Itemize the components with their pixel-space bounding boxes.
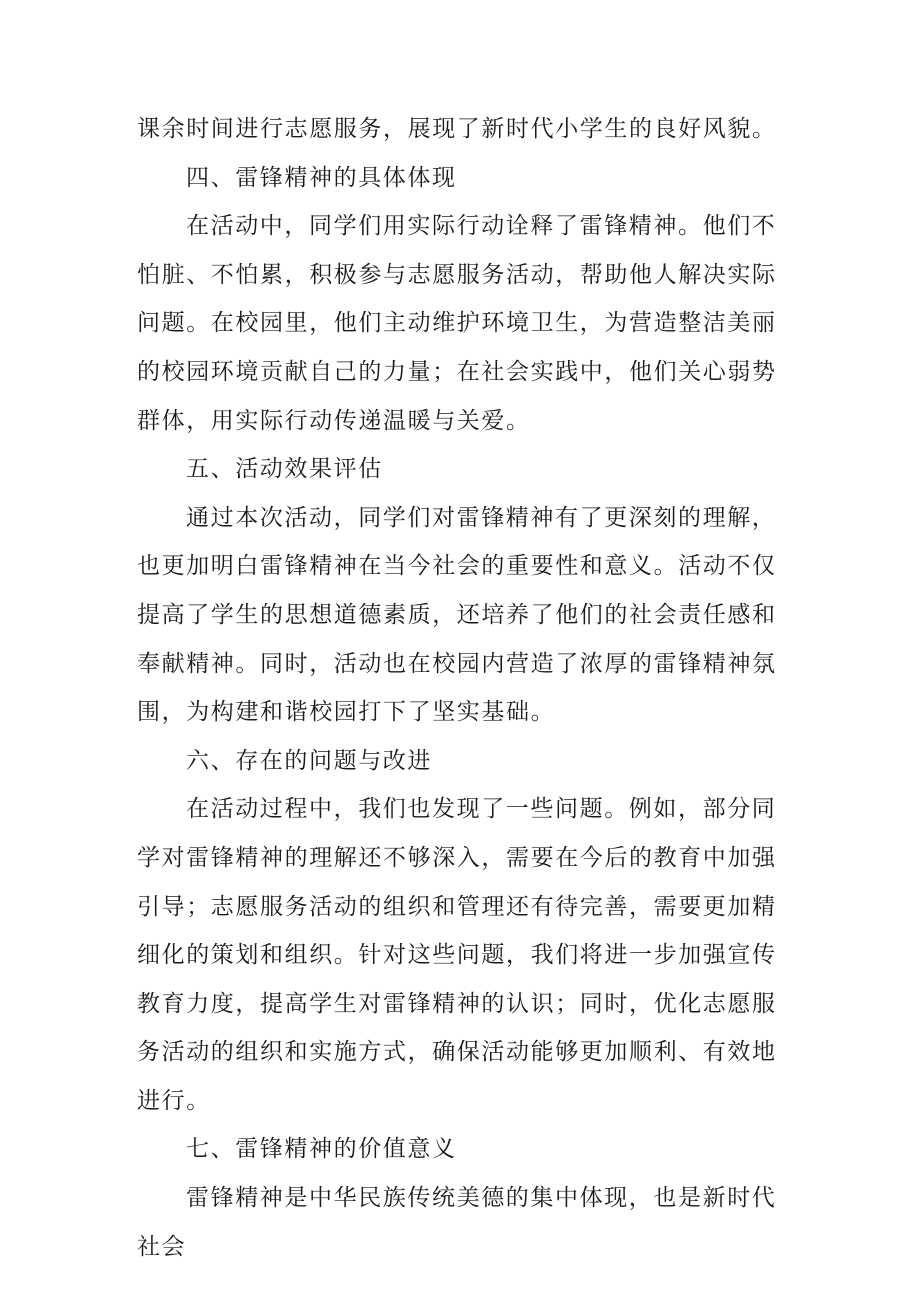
section-heading-5: 五、活动效果评估 bbox=[186, 456, 383, 483]
section-heading-6: 六、存在的问题与改进 bbox=[186, 747, 432, 774]
paragraph-continuation: 课余时间进行志愿服务，展现了新时代小学生的良好风貌。 bbox=[137, 116, 777, 142]
paragraph-section-4: 在活动中，同学们用实际行动诠释了雷锋精神。他们不怕脏、不怕累，积极参与志愿服务活动，帮助他人解决实际问题。在校园里，他们主动维护环境卫生，为营造整洁美丽的校园环境贡献自己的力量；在社会实践中，他们关心弱势群体，用实际行动传递温暖与关爱。 bbox=[137, 213, 777, 434]
section-heading-4: 四、雷锋精神的具体体现 bbox=[186, 164, 457, 191]
paragraph-section-6: 在活动过程中，我们也发现了一些问题。例如，部分同学对雷锋精神的理解还不够深入，需要在今后的教育中加强引导；志愿服务活动的组织和管理还有待完善，需要更加精细化的策划和组织。针对这些问题，我们将进一步加强宣传教育力度，提高学生对雷锋精神的认识；同时，优化志愿服务活动的组织和实施方式，确保活动能够更加顺利、有效地进行。 bbox=[137, 796, 777, 1114]
paragraph-section-5: 通过本次活动，同学们对雷锋精神有了更深刻的理解，也更加明白雷锋精神在当今社会的重要性和意义。活动不仅提高了学生的思想道德素质，还培养了他们的社会责任感和奉献精神。同时，活动也在校园内营造了浓厚的雷锋精神氛围，为构建和谐校园打下了坚实基础。 bbox=[137, 504, 777, 726]
section-heading-7: 七、雷锋精神的价值意义 bbox=[186, 1136, 457, 1163]
paragraph-section-7: 雷锋精神是中华民族传统美德的集中体现，也是新时代社会 bbox=[137, 1185, 777, 1260]
document-body bbox=[137, 105, 797, 1271]
